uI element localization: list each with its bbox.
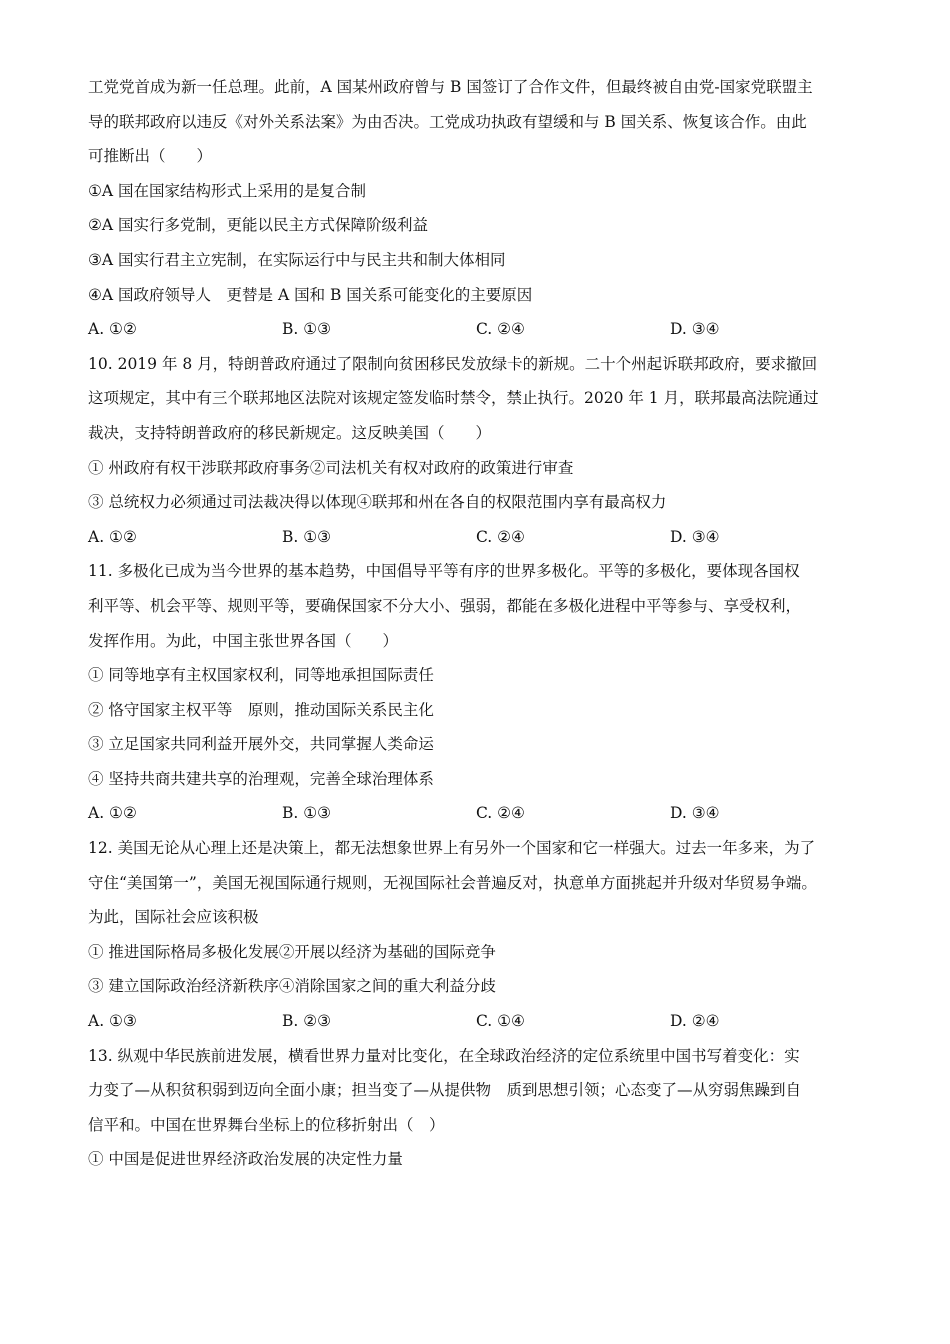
question-stem-line: 可推断出（ ） xyxy=(88,147,213,166)
option-d: D. ②④ xyxy=(670,1012,720,1031)
question-stem-line: 力变了—从积贫积弱到迈向全面小康；担当变了—从提供物 质到思想引领；心态变了—从穷弱焦躁到自 xyxy=(88,1081,802,1100)
question-stem-line: 13. 纵观中华民族前进发展，横看世界力量对比变化，在全球政治经济的定位系统里中国书写着变化：实 xyxy=(88,1046,800,1065)
option-c: C. ②④ xyxy=(476,527,525,546)
option-a: A. ①③ xyxy=(88,1012,137,1031)
option-c: C. ②④ xyxy=(476,804,525,823)
statement-item: ④A 国政府领导人 更替是 A 国和 B 国关系可能变化的主要原因 xyxy=(88,285,533,304)
question-stem-line: 12. 美国无论从心理上还是决策上，都无法想象世界上有另外一个国家和它一样强大。过去一年多来，为了 xyxy=(88,839,816,858)
question-stem-line: 为此，国际社会应该积极 xyxy=(88,908,259,927)
option-b: B. ①③ xyxy=(282,804,332,823)
statement-item: ① 推进国际格局多极化发展②开展以经济为基础的国际竞争 xyxy=(88,942,496,961)
statement-item: ③A 国实行君主立宪制，在实际运行中与民主共和制大体相同 xyxy=(88,250,506,269)
statement-item: ③ 总统权力必须通过司法裁决得以体现④联邦和州在各自的权限范围内享有最高权力 xyxy=(88,493,667,512)
answer-options xyxy=(88,312,868,347)
question-stem-line: 10. 2019 年 8 月，特朗普政府通过了限制向贫困移民发放绿卡的新规。二十个州起诉联邦政府，要求撤回 xyxy=(88,354,818,373)
question-9 xyxy=(88,70,868,347)
question-stem-line: 守住“美国第一”，美国无视国际通行规则，无视国际社会普遍反对，执意单方面挑起并升级对华贸易争端。 xyxy=(88,873,817,892)
option-c: C. ②④ xyxy=(476,320,525,339)
question-stem-line: 信平和。中国在世界舞台坐标上的位移折射出（ ） xyxy=(88,1115,445,1134)
option-b: B. ②③ xyxy=(282,1012,332,1031)
option-a: A. ①② xyxy=(88,527,137,546)
option-d: D. ③④ xyxy=(670,320,720,339)
statement-item: ① 州政府有权干涉联邦政府事务②司法机关有权对政府的政策进行审查 xyxy=(88,458,574,477)
question-stem-line: 利平等、机会平等、规则平等，要确保国家不分大小、强弱，都能在多极化进程中平等参与、享受权利， xyxy=(88,596,802,615)
statement-item: ③ 建立国际政治经济新秩序④消除国家之间的重大利益分歧 xyxy=(88,977,496,996)
answer-options xyxy=(88,520,868,555)
statement-item: ① 同等地享有主权国家权利，同等地承担国际责任 xyxy=(88,666,434,685)
option-b: B. ①③ xyxy=(282,320,332,339)
question-stem-line: 这项规定，其中有三个联邦地区法院对该规定签发临时禁令，禁止执行。2020 年 1 月，联邦最高法院通过 xyxy=(88,389,819,408)
statement-item: ①A 国在国家结构形式上采用的是复合制 xyxy=(88,181,367,200)
question-stem-line: 裁决，支持特朗普政府的移民新规定。这反映美国（ ） xyxy=(88,423,492,442)
statement-item: ③ 立足国家共同利益开展外交，共同掌握人类命运 xyxy=(88,735,434,754)
question-stem-line: 导的联邦政府以违反《对外关系法案》为由否决。工党成功执政有望缓和与 B 国关系、恢复该合作。由此 xyxy=(88,112,807,131)
question-13 xyxy=(88,1039,868,1177)
statement-item: ② 恪守国家主权平等 原则，推动国际关系民主化 xyxy=(88,700,434,719)
statement-item: ① 中国是促进世界经济政治发展的决定性力量 xyxy=(88,1150,403,1169)
question-10 xyxy=(88,347,868,555)
option-d: D. ③④ xyxy=(670,527,720,546)
option-a: A. ①② xyxy=(88,804,137,823)
question-stem-line: 11. 多极化已成为当今世界的基本趋势，中国倡导平等有序的世界多极化。平等的多极化，要体现各国权 xyxy=(88,562,800,581)
answer-options xyxy=(88,796,868,831)
statement-item: ②A 国实行多党制，更能以民主方式保障阶级利益 xyxy=(88,216,429,235)
question-stem-line: 发挥作用。为此，中国主张世界各国（ ） xyxy=(88,631,399,650)
question-12 xyxy=(88,831,868,1039)
answer-options xyxy=(88,1004,868,1039)
question-stem-line: 工党党首成为新一任总理。此前，A 国某州政府曾与 B 国签订了合作文件，但最终被自由党-国家党联盟主 xyxy=(88,78,813,96)
question-11 xyxy=(88,554,868,831)
exam-content xyxy=(88,70,868,1177)
option-d: D. ③④ xyxy=(670,804,720,823)
statement-item: ④ 坚持共商共建共享的治理观，完善全球治理体系 xyxy=(88,769,434,788)
option-a: A. ①② xyxy=(88,320,137,339)
option-b: B. ①③ xyxy=(282,527,332,546)
option-c: C. ①④ xyxy=(476,1012,525,1031)
